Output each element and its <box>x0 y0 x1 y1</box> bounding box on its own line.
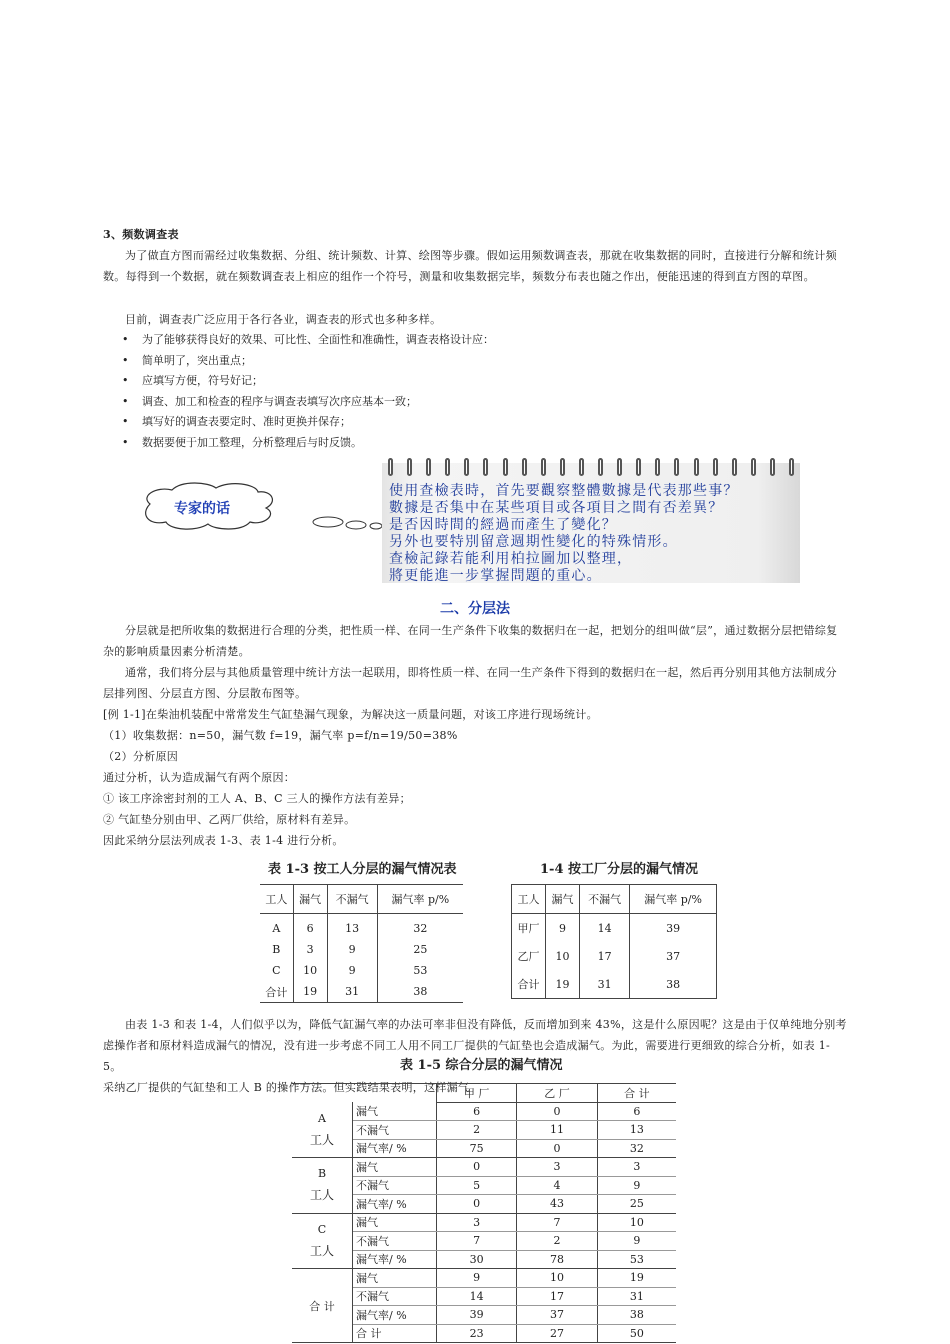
table-row <box>292 1269 676 1288</box>
table-cell: 9 <box>545 914 579 943</box>
table-cell: 31 <box>579 970 629 999</box>
note-line: 另外也要特別留意週期性變化的特殊情形。 <box>389 534 678 550</box>
table-cell: 11 <box>517 1121 597 1140</box>
table-cell: 6 <box>437 1102 517 1121</box>
table-cell: 38 <box>413 985 428 998</box>
table-row <box>260 914 463 940</box>
section-2-paragraph-1: 分层就是把所收集的数据进行合理的分类，把性质一样、在同一生产条件下收集的数据归在一起，把划分的组叫做“层”，通过数据分层把错综复杂的影响质量因素分析清楚。 <box>103 624 838 658</box>
table-cell: 10 <box>545 942 579 970</box>
table-cell: 2 <box>517 1232 597 1251</box>
ring-icon <box>445 458 450 476</box>
table-row <box>260 981 463 1003</box>
ring-icon <box>503 458 508 476</box>
group-label-main: A <box>318 1111 326 1125</box>
table-row <box>260 960 463 981</box>
group-label-sub: 工人 <box>309 1188 334 1203</box>
ring-icon <box>598 458 603 476</box>
example-line-7: 因此采纳分层法列成表 1-3、表 1-4 进行分析。 <box>103 834 344 847</box>
row-label: 漏气率/ % <box>353 1250 437 1269</box>
table-corner <box>292 1084 437 1103</box>
table-cell: 53 <box>413 964 428 977</box>
table-cell: 30 <box>437 1250 517 1269</box>
table-cell: 25 <box>597 1195 676 1214</box>
section-3-paragraph-1: 为了做直方图而需经过收集数据、分组、统计频数、计算、绘图等步骤。假如运用频数调查表，那就在收集数据的同时，直接进行分解和统计频数。每得到一个数据，就在频数调查表上相应的组作一个符号，测量和收集数据完毕，频数分布表也随之作出，便能迅速的得到直方图的草图。 <box>103 249 837 283</box>
example-line-3: （2）分析原因 <box>103 750 179 763</box>
section-3-heading: 3、频数调查表 <box>103 228 179 241</box>
example-line-5: ① 该工序涂密封剂的工人 A、B、C 三人的操作方法有差异； <box>103 792 411 805</box>
expert-note-card <box>382 463 800 583</box>
table-cell: 10 <box>293 960 327 981</box>
table-cell: 32 <box>413 922 428 935</box>
row-label: 漏气率/ % <box>353 1195 437 1214</box>
table-header: 漏气率 p/% <box>630 885 717 914</box>
group-label-main: C <box>317 1222 327 1236</box>
table-cell: 9 <box>327 939 377 960</box>
example-line-6: ② 气缸垫分别由甲、乙两厂供给，原材料有差异。 <box>103 813 356 826</box>
table-header: 漏气率 p/% <box>377 885 463 914</box>
table-cell: 0 <box>437 1195 517 1214</box>
table-cell: 25 <box>413 943 428 956</box>
ring-icon <box>789 458 794 476</box>
list-item: • 为了能够获得良好的效果、可比性、全面性和准确性，调查表格设计应： <box>122 330 494 351</box>
table-cell: 7 <box>437 1232 517 1251</box>
table-cell: 5 <box>437 1176 517 1195</box>
group-label <box>292 1213 353 1269</box>
table-cell: 75 <box>437 1139 517 1158</box>
table-cell: 9 <box>437 1269 517 1288</box>
table-cell: 14 <box>437 1287 517 1306</box>
example-line-1: [例 1-1]在柴油机装配中常常发生气缸垫漏气现象，为解决这一质量问题，对该工序进行现场统计。 <box>103 708 598 721</box>
notebook-rings <box>388 458 794 478</box>
table-1-5-caption: 表 1-5 综合分层的漏气情况 <box>398 1054 565 1073</box>
ring-icon <box>560 458 565 476</box>
table-cell: 乙厂 <box>512 942 546 970</box>
ring-icon <box>694 458 699 476</box>
table-cell: 合计 <box>512 970 546 999</box>
row-label: 不漏气 <box>353 1176 437 1195</box>
table-cell: 10 <box>517 1269 597 1288</box>
table-cell: 6 <box>597 1102 676 1121</box>
row-label: 漏气 <box>353 1269 437 1288</box>
list-item: • 简单明了，突出重点； <box>122 351 494 372</box>
table-cell: 10 <box>597 1213 676 1232</box>
table-cell: 38 <box>597 1306 676 1325</box>
ring-icon <box>464 458 469 476</box>
table-cell: 17 <box>517 1287 597 1306</box>
list-item: • 调查、加工和检查的程序与调查表填写次序应基本一致； <box>122 392 494 413</box>
table-cell: 78 <box>517 1250 597 1269</box>
ring-icon <box>636 458 641 476</box>
table-cell: 2 <box>437 1121 517 1140</box>
table-header: 乙 厂 <box>517 1084 597 1103</box>
ring-icon <box>655 458 660 476</box>
table-cell: 50 <box>597 1324 676 1343</box>
ring-icon <box>617 458 622 476</box>
list-item: • 应填写方便，符号好记； <box>122 371 494 392</box>
expert-cloud-label: 专家的话 <box>174 501 230 517</box>
table-1-3 <box>260 884 463 1003</box>
table-cell: 7 <box>517 1213 597 1232</box>
table-row <box>292 1213 676 1232</box>
section-2-paragraph-2: 通常，我们将分层与其他质量管理中统计方法一起联用，即将性质一样、在同一生产条件下得到的数据归在一起，然后再分别用其他方法制成分层排列图、分层直方图、分层散布图等。 <box>103 666 837 700</box>
group-label-sub: 工人 <box>309 1132 334 1147</box>
table-cell: B <box>260 939 293 960</box>
table-header: 甲 厂 <box>437 1084 517 1103</box>
note-line: 數據是否集中在某些項目或各項目之間有否差異？ <box>389 500 724 516</box>
note-line: 是否因時間的經過而產生了變化？ <box>389 517 617 533</box>
row-label: 合 计 <box>353 1324 437 1343</box>
table-header: 漏气 <box>545 885 579 914</box>
table-cell: 31 <box>597 1287 676 1306</box>
analysis-paragraph-tail: 采纳乙厂提供的气缸垫和工人 B 的操作方法。但实践结果表明，这样漏气 <box>103 1081 470 1094</box>
list-item: • 填写好的调查表要定时、准时更换并保存； <box>122 412 494 433</box>
example-line-4: 通过分析，认为造成漏气有两个原因： <box>103 771 296 784</box>
ring-icon <box>732 458 737 476</box>
table-header: 工人 <box>260 885 293 914</box>
table-row <box>260 939 463 960</box>
table-cell: 3 <box>293 939 327 960</box>
table-cell: 38 <box>666 977 681 991</box>
table-row <box>292 1102 676 1121</box>
ring-icon <box>388 458 393 476</box>
table-cell: 13 <box>597 1121 676 1140</box>
table-cell: 3 <box>437 1213 517 1232</box>
group-label-main: B <box>317 1167 327 1181</box>
table-cell: 23 <box>437 1324 517 1343</box>
design-requirements-list <box>122 330 494 453</box>
table-cell: 14 <box>579 914 629 943</box>
table-1-5 <box>292 1083 676 1343</box>
ring-icon <box>579 458 584 476</box>
table-cell: 13 <box>327 914 377 940</box>
table-cell: A <box>260 914 293 940</box>
note-line: 將更能進一步掌握問題的重心。 <box>389 568 602 584</box>
ring-icon <box>751 458 756 476</box>
table-cell: 19 <box>545 970 579 999</box>
row-label: 不漏气 <box>353 1287 437 1306</box>
table-cell: 0 <box>517 1102 597 1121</box>
table-1-3-caption: 表 1-3 按工人分层的漏气情况表 <box>268 862 457 877</box>
ring-icon <box>407 458 412 476</box>
group-label-main: 合 计 <box>309 1299 335 1313</box>
table-row <box>292 1158 676 1177</box>
group-label <box>292 1269 353 1343</box>
table-1-4 <box>511 884 717 999</box>
table-cell: 甲厂 <box>512 914 546 943</box>
table-cell: 9 <box>597 1232 676 1251</box>
ring-icon <box>770 458 775 476</box>
section-3-paragraph-2: 目前，调查表广泛应用于各行各业，调查表的形式也多种多样。 <box>125 313 442 326</box>
table-cell: C <box>260 960 293 981</box>
analysis-paragraph: 由表 1-3 和表 1-4，人们似乎以为，降低气缸漏气率的办法可率非但没有降低，反而增加到来 43%，这是什么原因呢？这是由于仅单纯地分别考虑操作者和原材料造成漏气的情况，没有进一步考虑不同工人用不同工厂提供的气缸垫也会造成漏气。为此，需要进行更细致的综合分析，如表 1-5。 <box>103 1018 847 1073</box>
table-cell: 27 <box>517 1324 597 1343</box>
table-cell: 37 <box>517 1306 597 1325</box>
group-label-sub: 工人 <box>309 1243 334 1258</box>
table-cell: 4 <box>517 1176 597 1195</box>
table-cell: 0 <box>437 1158 517 1177</box>
row-label: 漏气率/ % <box>353 1306 437 1325</box>
row-label: 漏气 <box>353 1213 437 1232</box>
table-header: 漏气 <box>293 885 327 914</box>
expert-note-text <box>389 483 739 585</box>
table-cell: 0 <box>517 1139 597 1158</box>
note-line: 查檢記錄若能利用柏拉圖加以整理， <box>389 551 633 567</box>
note-line: 使用查檢表時，首先要觀察整體數據是代表那些事？ <box>389 483 739 499</box>
ring-icon <box>522 458 527 476</box>
table-header: 不漏气 <box>327 885 377 914</box>
list-item: • 数据要便于加工整理，分析整理后与时反馈。 <box>122 433 494 454</box>
ring-icon <box>713 458 718 476</box>
row-label: 漏气 <box>353 1102 437 1121</box>
table-row <box>512 914 717 943</box>
table-cell: 6 <box>293 914 327 940</box>
table-cell: 53 <box>597 1250 676 1269</box>
table-1-4-caption: 1-4 按工厂分层的漏气情况 <box>540 862 699 877</box>
table-cell: 9 <box>327 960 377 981</box>
row-label: 不漏气 <box>353 1121 437 1140</box>
table-cell: 31 <box>327 981 377 1003</box>
table-cell: 17 <box>579 942 629 970</box>
section-title-stratification: 二、分层法 <box>440 601 510 617</box>
table-cell: 19 <box>597 1269 676 1288</box>
row-label: 不漏气 <box>353 1232 437 1251</box>
ring-icon <box>541 458 546 476</box>
row-label: 漏气率/ % <box>353 1139 437 1158</box>
table-cell: 3 <box>517 1158 597 1177</box>
table-cell: 19 <box>293 981 327 1003</box>
table-header: 合 计 <box>597 1084 676 1103</box>
table-cell: 9 <box>597 1176 676 1195</box>
table-cell: 37 <box>666 949 681 963</box>
ring-icon <box>674 458 679 476</box>
table-cell: 合计 <box>260 981 293 1003</box>
table-cell: 39 <box>437 1306 517 1325</box>
group-label <box>292 1158 353 1214</box>
table-header: 不漏气 <box>579 885 629 914</box>
example-line-2: （1）收集数据：n=50，漏气数 f=19，漏气率 p=f/n=19/50=38% <box>103 729 458 742</box>
ring-icon <box>426 458 431 476</box>
table-cell: 39 <box>666 921 681 935</box>
table-cell: 3 <box>597 1158 676 1177</box>
ring-icon <box>483 458 488 476</box>
row-label: 漏气 <box>353 1158 437 1177</box>
table-cell: 43 <box>517 1195 597 1214</box>
table-header: 工人 <box>512 885 546 914</box>
table-cell: 32 <box>597 1139 676 1158</box>
table-row <box>512 942 717 970</box>
table-row <box>512 970 717 999</box>
group-label <box>292 1102 353 1158</box>
